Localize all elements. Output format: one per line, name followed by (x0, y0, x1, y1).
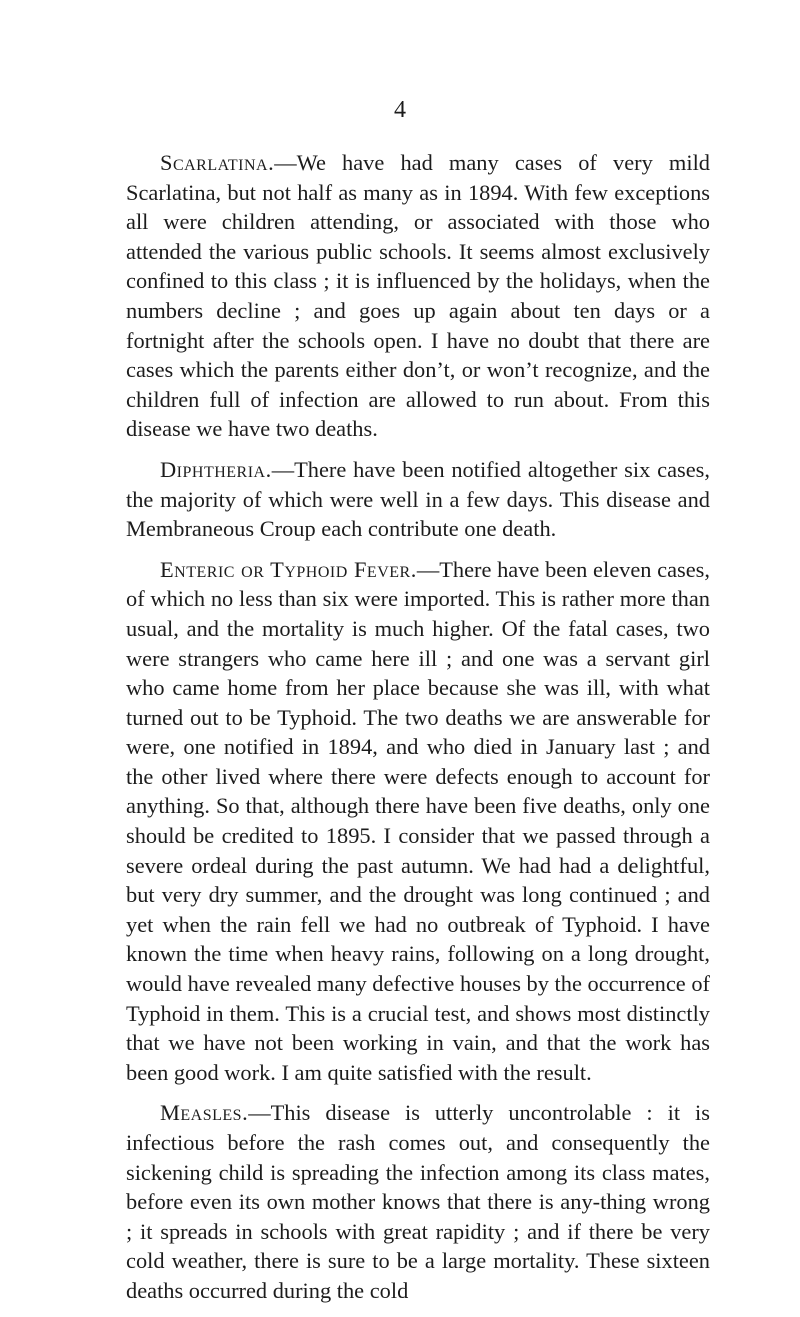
section-heading-enteric-fever: Enteric or Typhoid Fever. (160, 556, 417, 582)
paragraph-text: —This disease is utterly uncontrolable : it is infectious before the rash comes out, and consequently the sickening child is spreading the infection among its class mates, before even its own mother knows that there is any-thing wrong ; it spreads in schools with great rapidity ; and if there be very cold weather, there is sure to be a large mortality. These sixteen deaths occurred during the cold (126, 1100, 710, 1303)
section-heading-scarlatina: Scarlatina. (160, 150, 275, 175)
paragraph-scarlatina (126, 148, 710, 444)
paragraph-enteric-fever (126, 555, 710, 1088)
paragraph-text: —There have been notified altogether six cases, the majority of which were well in a few days. This disease and Membraneous Croup each contribute one death. (126, 456, 710, 542)
body-text (126, 148, 710, 1317)
paragraph-text: —We have had many cases of very mild Scarlatina, but not half as many as in 1894. With few exceptions all were children attending, or associated with those who attended the various public schools. It seems almost exclusively confined to this class ; it is influenced by the holidays, when the numbers decline ; and goes up again about ten days or a fortnight after the schools open. I have no doubt that there are cases which the parents either don’t, or won’t recognize, and the children full of infection are allowed to run about. From this disease we have two deaths. (126, 150, 710, 442)
section-heading-diphtheria: Diphtheria. (160, 456, 272, 482)
page-number: 4 (394, 97, 406, 123)
paragraph-measles (126, 1098, 710, 1305)
paragraph-diphtheria (126, 455, 710, 544)
section-heading-measles: Measles. (160, 1100, 249, 1126)
paragraph-text: —There have been eleven cases, of which no less than six were imported. This is rather more than usual, and the mortality is much higher. Of the fatal cases, two were strangers who came here ill ; and one was a servant girl who came home from her place because she was ill, with what turned out to be Typhoid. The two deaths we are answerable for were, one notified in 1894, and who died in January last ; and the other lived where there were defects enough to account for anything. So that, although there have been five deaths, only one should be credited to 1895. I consider that we passed through a severe ordeal during the past autumn. We had had a delightful, but very dry summer, and the drought was long continued ; and yet when the rain fell we had no outbreak of Typhoid. I have known the time when heavy rains, following on a long drought, would have revealed many defective houses by the occurrence of Typhoid in them. This is a crucial test, and shows most distinctly that we have not been working in vain, and that the work has been good work. I am quite satisfied with the result. (126, 556, 710, 1085)
